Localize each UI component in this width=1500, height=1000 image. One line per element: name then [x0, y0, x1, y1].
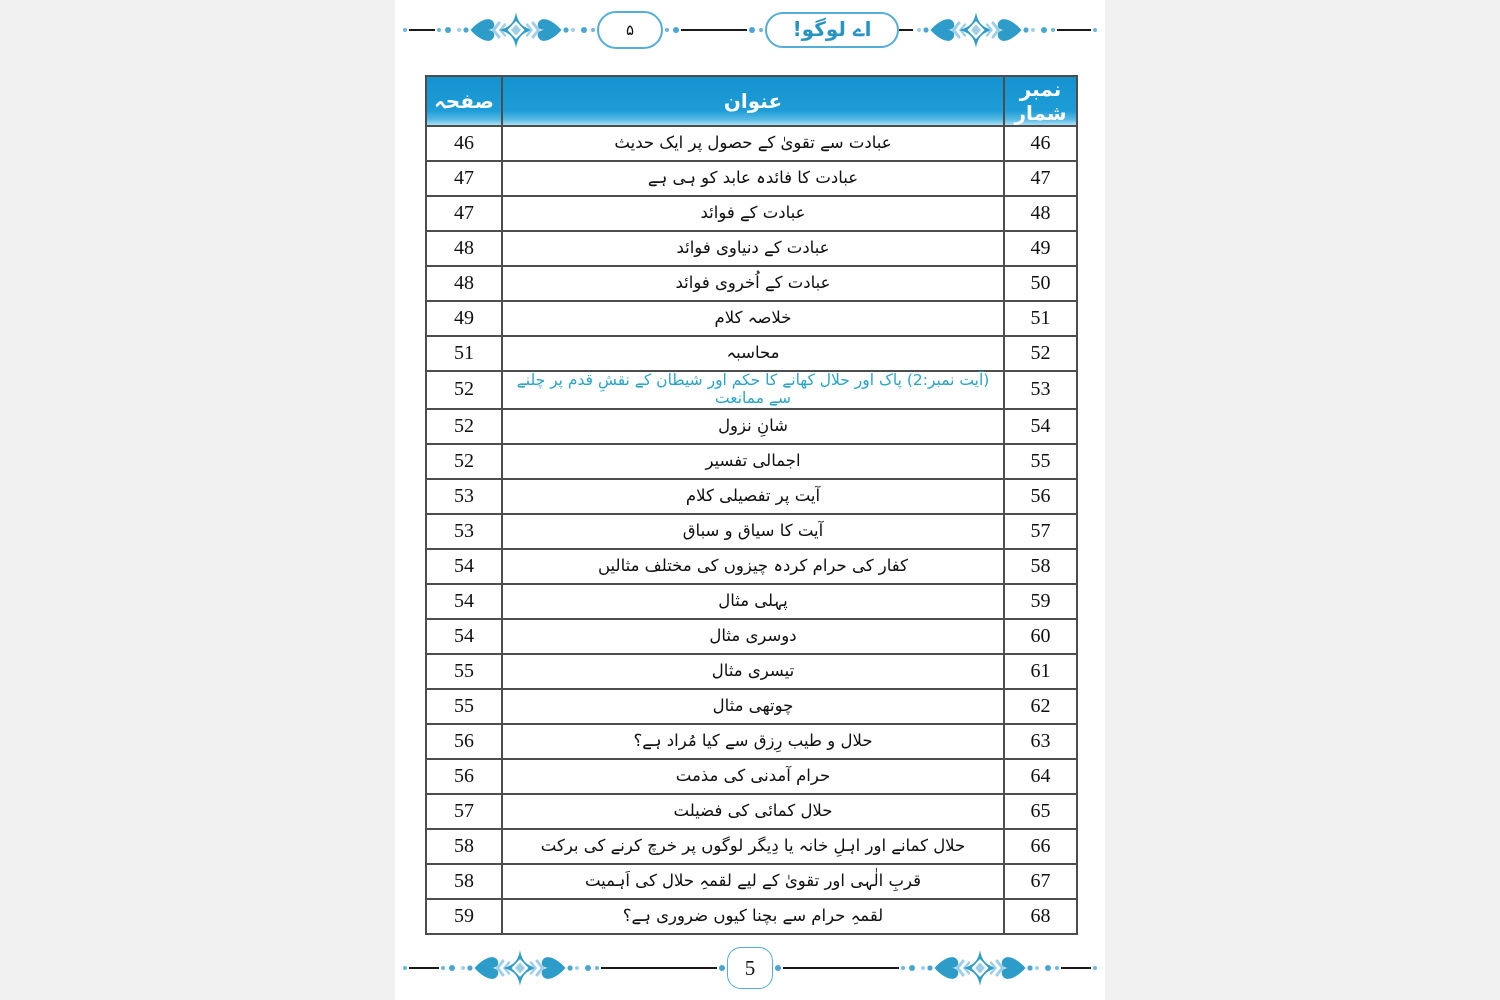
- page-number-cell: 58: [426, 829, 502, 864]
- title-cell: لقمہِ حرام سے بچنا کیوں ضروری ہے؟: [502, 899, 1004, 934]
- title-cell: آیت پر تفصیلی کلام: [502, 479, 1004, 514]
- footer-page-number-circle: [727, 947, 773, 989]
- header-ornament-band: [401, 8, 1099, 52]
- page-number-cell: 49: [426, 301, 502, 336]
- serial-number-cell: 61: [1004, 654, 1077, 689]
- title-cell: چوتھی مثال: [502, 689, 1004, 724]
- page-number-urdu: ۵: [625, 21, 635, 39]
- serial-number-cell: 54: [1004, 409, 1077, 444]
- title-cell: محاسبہ: [502, 336, 1004, 371]
- title-cell: کفار کی حرام کردہ چیزوں کی مختلف مثالیں: [502, 549, 1004, 584]
- serial-number-cell: 58: [1004, 549, 1077, 584]
- table-row: [426, 196, 1077, 231]
- book-title-pill: [765, 12, 899, 48]
- page-number-cell: 59: [426, 899, 502, 934]
- floral-ornament-icon: [916, 8, 1036, 52]
- serial-number-cell: 50: [1004, 266, 1077, 301]
- serial-number-cell: 65: [1004, 794, 1077, 829]
- table-row: [426, 161, 1077, 196]
- title-cell: حرام آمدنی کی مذمت: [502, 759, 1004, 794]
- table-row: [426, 794, 1077, 829]
- serial-number-cell: 56: [1004, 479, 1077, 514]
- page-number-cell: 52: [426, 444, 502, 479]
- title-cell: دوسری مثال: [502, 619, 1004, 654]
- table-row: [426, 444, 1077, 479]
- table-row: [426, 759, 1077, 794]
- table-row: [426, 619, 1077, 654]
- table-row: [426, 584, 1077, 619]
- page-number-cell: 53: [426, 514, 502, 549]
- page-number-cell: 47: [426, 161, 502, 196]
- toc-table: [425, 75, 1078, 935]
- table-row: [426, 654, 1077, 689]
- page-number-cell: 54: [426, 619, 502, 654]
- title-cell: عبادت کے اُخروی فوائد: [502, 266, 1004, 301]
- title-cell: عبادت سے تقویٰ کے حصول پر ایک حدیث: [502, 126, 1004, 161]
- page-number-cell: 47: [426, 196, 502, 231]
- page-number-cell: 48: [426, 231, 502, 266]
- title-cell: خلاصہ کلام: [502, 301, 1004, 336]
- page-number-cell: 54: [426, 584, 502, 619]
- toc-header-row: [426, 76, 1077, 126]
- toc-table-body: [426, 126, 1077, 934]
- table-row: [426, 266, 1077, 301]
- serial-number-cell: 53: [1004, 371, 1077, 409]
- title-cell: عبادت کے فوائد: [502, 196, 1004, 231]
- page-number-cell: 58: [426, 864, 502, 899]
- title-cell: حلال کمائی کی فضیلت: [502, 794, 1004, 829]
- table-row: [426, 479, 1077, 514]
- table-row: [426, 829, 1077, 864]
- footer-page-number: 5: [744, 955, 756, 980]
- title-cell: اجمالی تفسیر: [502, 444, 1004, 479]
- serial-number-cell: 62: [1004, 689, 1077, 724]
- floral-ornament-icon: [920, 946, 1040, 990]
- table-row: [426, 549, 1077, 584]
- table-row: [426, 689, 1077, 724]
- page-number-cell: 55: [426, 689, 502, 724]
- serial-number-cell: 63: [1004, 724, 1077, 759]
- floral-ornament-icon: [456, 8, 576, 52]
- column-header-title: عنوان: [502, 76, 1004, 126]
- table-row: [426, 409, 1077, 444]
- page-number-cell: 48: [426, 266, 502, 301]
- title-cell: قربِ الٰہی اور تقویٰ کے لیے لقمہِ حلال کی اَہمیت: [502, 864, 1004, 899]
- page-number-cell: 46: [426, 126, 502, 161]
- title-cell: (آیت نمبر:2) پاک اور حلال کھانے کا حکم اور شیطان کے نقشِ قدم پر چلنے سے ممانعت: [502, 371, 1004, 409]
- table-row: [426, 336, 1077, 371]
- table-row: [426, 231, 1077, 266]
- serial-number-cell: 47: [1004, 161, 1077, 196]
- serial-number-cell: 57: [1004, 514, 1077, 549]
- serial-number-cell: 60: [1004, 619, 1077, 654]
- table-row: [426, 724, 1077, 759]
- floral-ornament-icon: [460, 946, 580, 990]
- page-number-cell: 57: [426, 794, 502, 829]
- page-number-cell: 52: [426, 409, 502, 444]
- title-cell: حلال و طیب رِزق سے کیا مُراد ہے؟: [502, 724, 1004, 759]
- book-title: اے لوگو!: [792, 16, 872, 41]
- title-cell: عبادت کا فائدہ عابد کو ہی ہے: [502, 161, 1004, 196]
- title-cell: حلال کمانے اور اہلِ خانہ یا دِیگر لوگوں پر خرچ کرنے کی برکت: [502, 829, 1004, 864]
- serial-number-cell: 66: [1004, 829, 1077, 864]
- title-cell: تیسری مثال: [502, 654, 1004, 689]
- serial-number-cell: 51: [1004, 301, 1077, 336]
- page-number-cell: 53: [426, 479, 502, 514]
- table-row: [426, 126, 1077, 161]
- page-number-cell: 56: [426, 724, 502, 759]
- table-row: [426, 899, 1077, 934]
- page-number-cell: 55: [426, 654, 502, 689]
- title-cell: آیت کا سیاق و سباق: [502, 514, 1004, 549]
- serial-number-cell: 48: [1004, 196, 1077, 231]
- table-row: [426, 864, 1077, 899]
- table-row: [426, 371, 1077, 409]
- serial-number-cell: 46: [1004, 126, 1077, 161]
- table-row: [426, 514, 1077, 549]
- serial-number-cell: 67: [1004, 864, 1077, 899]
- page-number-cell: 54: [426, 549, 502, 584]
- title-cell: عبادت کے دنیاوی فوائد: [502, 231, 1004, 266]
- footer-ornament-band: [401, 946, 1099, 990]
- title-cell: پہلی مثال: [502, 584, 1004, 619]
- serial-number-cell: 68: [1004, 899, 1077, 934]
- page-number-cell: 52: [426, 371, 502, 409]
- serial-number-cell: 59: [1004, 584, 1077, 619]
- page-number-pill: [597, 11, 663, 49]
- serial-number-cell: 52: [1004, 336, 1077, 371]
- book-page: [395, 0, 1105, 1000]
- serial-number-cell: 55: [1004, 444, 1077, 479]
- serial-number-cell: 64: [1004, 759, 1077, 794]
- table-row: [426, 301, 1077, 336]
- page-number-cell: 56: [426, 759, 502, 794]
- column-header-serial: نمبر شمار: [1004, 76, 1077, 126]
- column-header-page: صفحہ: [426, 76, 502, 126]
- serial-number-cell: 49: [1004, 231, 1077, 266]
- title-cell: شانِ نزول: [502, 409, 1004, 444]
- page-number-cell: 51: [426, 336, 502, 371]
